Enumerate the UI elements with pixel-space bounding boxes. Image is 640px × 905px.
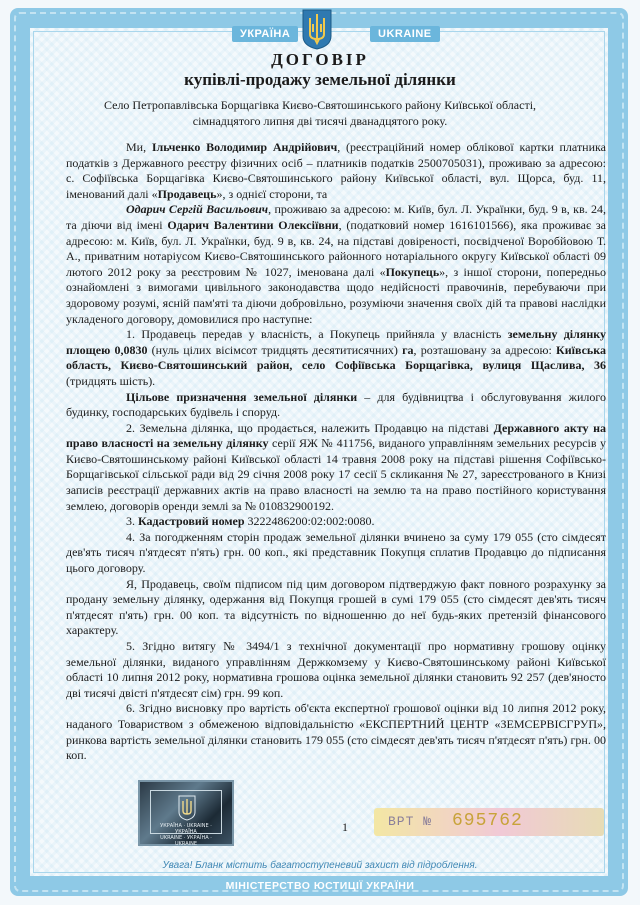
contract-body [66,140,606,764]
text-fragment: », з іншої сторони, попередньо ознайомлені з вимогами цивільного законодавства щодо недійсності правочинів, перебуваючи при здоровому розумі, ясній пам'яті та діючи добровільно, розуміючи значення своїх дій та правові наслідки укладеного договору, домовилися про наступне: [66,264,607,326]
header-ukraine-latin-label: UKRAINE [370,26,440,42]
hologram-trident-icon [178,795,196,821]
footer-warning: Увага! Бланк містить багатоступеневий захист від підроблення. [162,860,478,871]
land-address: Київська область, Києво-Святошинський район, село Софіївська Борщагівка, вулиця Щаслива, 36 [66,342,607,373]
area-unit: га [402,342,414,357]
document-subtitle: купівлі-продажу земельної ділянки [184,70,456,89]
paragraph-purpose [66,390,606,421]
paragraph-clause-1 [66,327,606,389]
paragraph-clause-4: 4. За погодженням сторін продаж земельної ділянки вчинено за суму 179 055 (сто сімдесят дев'ять тисяч п'ятдесят п'ять) грн. 00 коп., які представник Покупця сплатив Продавцю до підписання цього договору. [66,529,606,576]
paragraph-parties-seller [66,140,606,202]
text-fragment: – для будівництва і обслуговування жилого будинку, господарських будівель і споруд. [66,389,607,420]
seller-role: Продавець [157,186,217,201]
text-fragment: , розташовану за адресою: [413,342,557,357]
paragraph-payment-confirmation: Я, Продавець, своїм підписом під цим договором підтверджую факт повного розрахунку за продану земельну ділянку, одержання від Покупця грошей в сумі 179 055 (сто сімдесят дев'ять тисяч п'ятдесят п'ять) грн. 00 коп. та відсутність по відношенню до неї будь-яких претензій фінансового характеру. [66,576,606,638]
serial-prefix: ВРТ № [388,814,433,829]
buyer-role: Покупець [385,264,440,279]
text-fragment: (тридцять шість). [66,373,156,388]
paragraph-clause-6: 6. Згідно висновку про вартість об'єкта експертної грошової оцінки від 10 липня 2012 року, наданого Товариством з обмеженою відповідальністю «ЕКСПЕРТНИЙ ЦЕНТР «ЗЕМСЕРВІСГРУП», ринкова вартість земельної ділянки становить 179 055 (сто сімдесят дев'ять тисяч п'ятдесят п'ять) грн. 00 коп. [66,701,606,763]
hologram-text-top: УКРАЇНА · UKRAINE · УКРАЇНА [160,823,212,835]
security-hologram [138,780,234,846]
hologram-text-bottom: UKRAINE · УКРАЇНА · UKRAINE [160,835,212,847]
hologram-frame [150,790,222,847]
text-fragment: 2. Земельна ділянка, що продається, належить Продавцю на підставі [126,420,494,435]
text-fragment: , (податковий номер 1616101566), яка проживає за адресою: м. Київ, бул. Л. Українки, буд. 9 в, кв. 24, на підставі довіреності, посвідченої Воробйовою Т. А., приватним нотаріусом Києво-Святошинського районного нотаріального округу Київської області 09 лютого 2012 року за реєстровим № 1027, іменована далі « [66,217,606,279]
paragraph-clause-2 [66,421,606,515]
place-date [60,97,580,129]
place-date-line-2: сімнадцятого липня дві тисячі дванадцятого року. [192,114,448,128]
serial-number: 695762 [452,811,523,831]
land-area: земельну ділянку площею 0,0830 [66,327,606,357]
text-fragment: 1. Продавець передав у власність, а Покупець прийняла у власність [126,327,508,342]
text-fragment: серії ЯЖ № 411756, виданого управлінням земельних ресурсів у Києво-Святошинському районі Київської області 14 травня 2008 року на підставі рішення Софіївсько-Борщагівської сільської ради від 29 січня 2008 року 17 сесії 5 скликання № 27, зареєстрованого в Книзі записів реєстрації державних актів на право власності на землю та на право постійного користування землею, договорів оренди землі за № 010832900192. [66,436,606,513]
place-date-line-1: Село Петропавлівська Борщагівка Києво-Святошинського району Київської області, [103,98,537,112]
text-fragment: 3. [126,514,138,529]
state-act-title: Державного акту на право власності на земельну ділянку [66,420,606,451]
text-fragment: », з однієї сторони, та [216,186,328,201]
serial-number-strip [374,808,604,836]
trident-emblem-icon [301,8,333,50]
header-ukraine-label: УКРАЇНА [232,26,298,42]
paragraph-clause-5: 5. Згідно витягу № 3494/1 з технічної документації про нормативну грошову оцінку земельної ділянки, виданого управлінням Держкомзему у Києво-Святошинському районі Київської області 10 липня 2012 року, нормативна грошова оцінка земельної ділянки становить 92 257 (дев'яносто дві тисячі двісті п'ятдесят сім) грн. 99 коп. [66,639,606,700]
page-number: 1 [342,820,348,834]
principal-name: Одарич Валентини Олексіївни [167,217,339,232]
footer-ministry: МІНІСТЕРСТВО ЮСТИЦІЇ УКРАЇНИ [225,880,415,892]
document-title: ДОГОВІР [271,50,369,69]
cadastral-number: 3222486200:02:002:0080. [244,514,375,529]
buyer-name: Одарич Сергій Васильович [126,202,269,217]
text-fragment: Ми, [126,140,152,154]
text-fragment: , проживаю за адресою: м. Київ, бул. Л. Українки, буд. 9 в, кв. 24, та діючи від імені [66,202,606,232]
text-fragment: , (реєстраційний номер облікової картки платника податків з Державного реєстру фізичних осіб – платників податків 2500705031), проживаю за адресою: с. Софіївська Борщагівка Києво-Святошинського району Київської області, вул. Щорса, буд. 11, іменований далі « [66,140,606,201]
hologram-caption [151,823,221,847]
seller-name: Ільченко Володимир Андрійович [151,140,338,154]
paragraph-parties-buyer [66,202,606,327]
paragraph-clause-3 [66,514,606,530]
cadastral-label: Кадастровий номер [138,514,245,529]
purpose-label: Цільове призначення земельної ділянки [126,389,358,404]
text-fragment: (нуль цілих вісімсот тридцять десятитисячних) [147,342,403,357]
